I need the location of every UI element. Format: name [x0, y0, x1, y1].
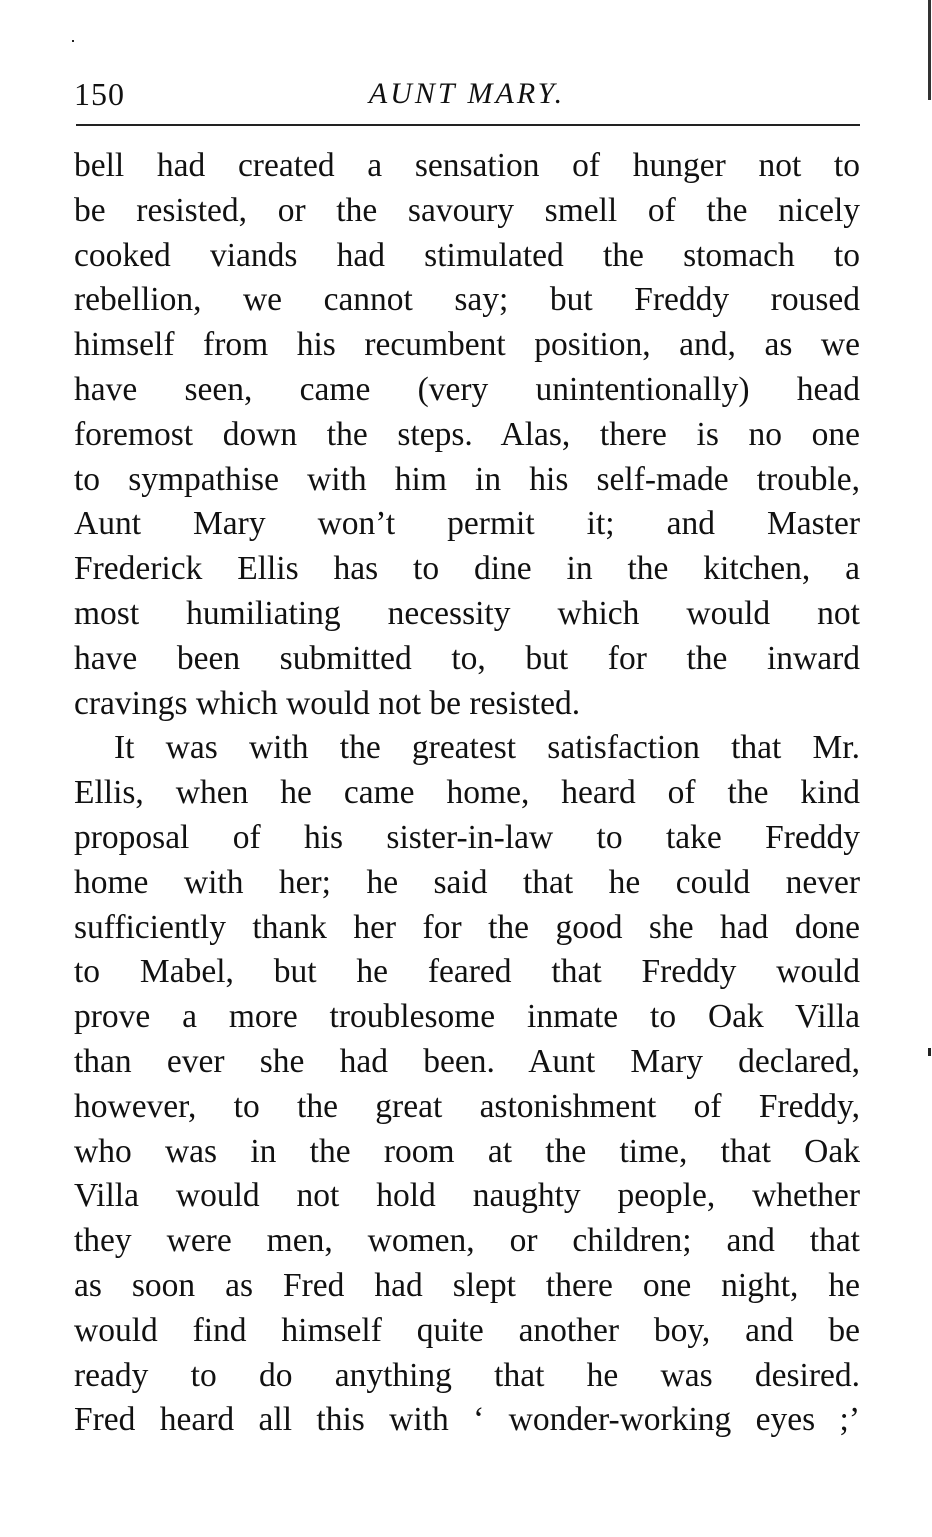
text-line: Villa would not hold naughty people, whether	[74, 1177, 860, 1215]
text-line: bell had created a sensation of hunger not to	[74, 147, 860, 184]
text-line: however, to the great astonishment of Freddy,	[74, 1087, 860, 1125]
text-line: most humiliating necessity which would not	[74, 594, 860, 632]
text-line: who was in the room at the time, that Oak	[74, 1132, 860, 1170]
margin-speck	[72, 40, 74, 42]
text-line: rebellion, we cannot say; but Freddy roused	[74, 281, 860, 319]
text-line: have seen, came (very unintentionally) head	[74, 370, 860, 408]
text-line: they were men, women, or children; and that	[74, 1222, 860, 1260]
text-line: ready to do anything that he was desired.	[74, 1356, 860, 1394]
text-line: cooked viands had stimulated the stomach to	[74, 236, 860, 274]
text-line: proposal of his sister-in-law to take Freddy	[74, 818, 860, 856]
text-line: would find himself quite another boy, and be	[74, 1311, 860, 1349]
body-text	[74, 144, 860, 1443]
text-line: to Mabel, but he feared that Freddy would	[74, 953, 860, 991]
page-edge-shadow	[928, 0, 931, 100]
text-line: home with her; he said that he could never	[74, 863, 860, 901]
text-line: than ever she had been. Aunt Mary declared,	[74, 1042, 860, 1080]
text-line: be resisted, or the savoury smell of the nicely	[74, 191, 860, 229]
text-line-paragraph-end: cravings which would not be resisted.	[74, 684, 581, 722]
text-line: Fred heard all this with ‘ wonder-working eyes ;’	[74, 1401, 860, 1439]
header-rule	[76, 124, 860, 126]
running-title: AUNT MARY.	[368, 77, 566, 110]
text-line: Aunt Mary won’t permit it; and Master	[74, 505, 860, 543]
text-line: sufficiently thank her for the good she had done	[74, 908, 860, 946]
text-line-paragraph-start: It was with the greatest satisfaction that Mr.	[114, 729, 860, 767]
text-line: Ellis, when he came home, heard of the kind	[74, 774, 860, 812]
text-line: to sympathise with him in his self-made trouble,	[74, 460, 860, 498]
margin-speck	[928, 1048, 931, 1056]
text-line: as soon as Fred had slept there one night, he	[74, 1266, 860, 1304]
page-number: 150	[74, 76, 125, 112]
text-line: Frederick Ellis has to dine in the kitchen, a	[74, 550, 860, 588]
running-head	[74, 72, 860, 116]
text-line: have been submitted to, but for the inward	[74, 639, 860, 677]
text-line: prove a more troublesome inmate to Oak Villa	[74, 998, 860, 1036]
text-line: foremost down the steps. Alas, there is no one	[74, 415, 860, 453]
text-line: himself from his recumbent position, and, as we	[74, 326, 860, 364]
